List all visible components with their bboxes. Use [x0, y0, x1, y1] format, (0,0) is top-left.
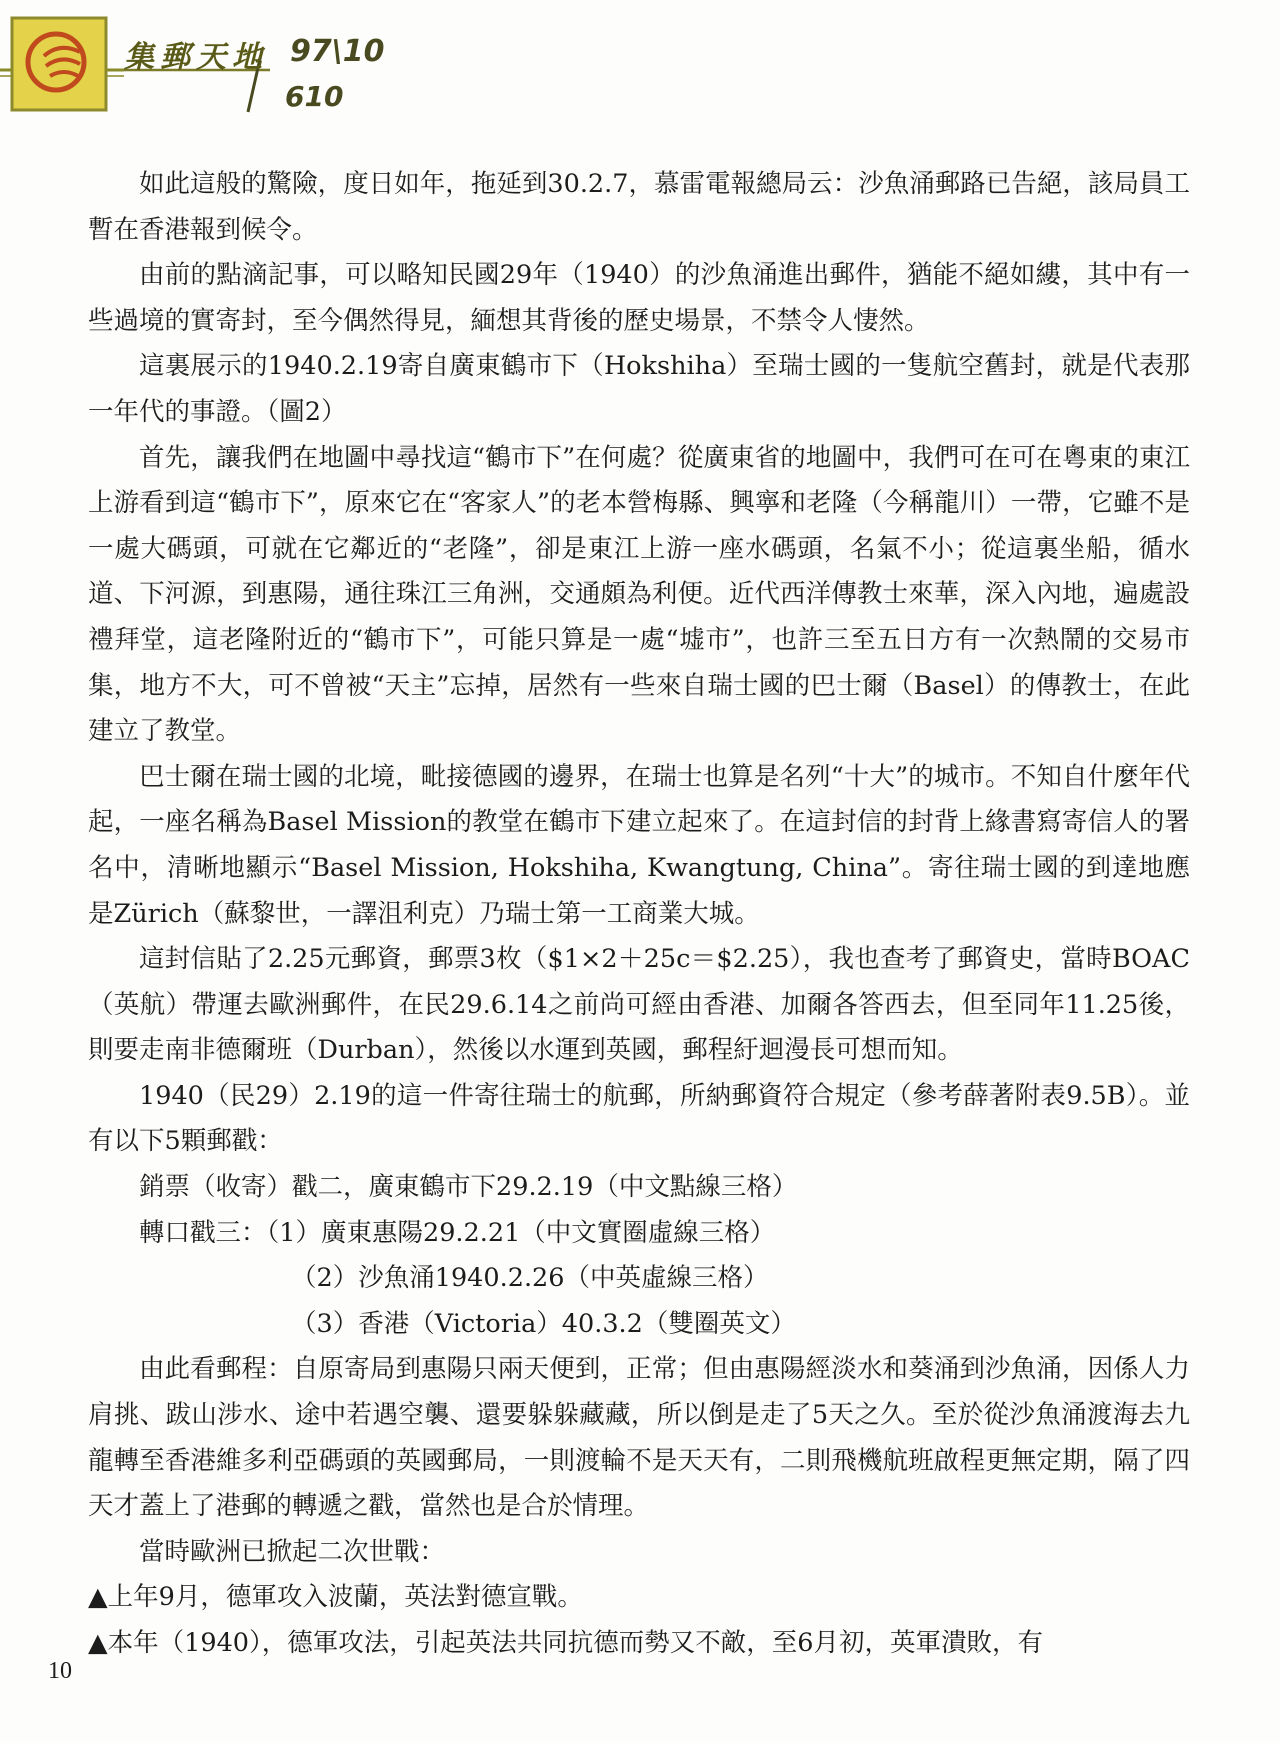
issue-number: 610 — [285, 80, 344, 113]
paragraph: 當時歐洲已掀起二次世戰： — [139, 1536, 446, 1567]
paragraph: 這封信貼了2.25元郵資，郵票3枚（$1×2＋25c＝$2.25），我也查考了郵資史，當時BOAC（英航）帶運去歐洲郵件，在民29.6.14之前尚可經由香港、加爾各答西去，但至同年11.25後，則要走南非德爾班（Durban），然後以水運到英國，郵程紆迴漫長可想而知。 — [88, 944, 1190, 1066]
triangle-bullet-icon: ▲ — [88, 1628, 108, 1658]
bullet-item — [88, 1621, 1190, 1667]
bullet-text: 上年9月，德軍攻入波蘭，英法對德宣戰。 — [107, 1582, 583, 1613]
article-body — [88, 162, 1190, 1667]
paragraph: 這裏展示的1940.2.19寄自廣東鶴市下（Hokshiha）至瑞士國的一隻航空舊封，就是代表那一年代的事證。（圖2） — [88, 351, 1190, 427]
postmark-line: 轉口戳三：（1）廣東惠陽29.2.21（中文實圈虛線三格） — [139, 1217, 776, 1248]
triangle-bullet-icon: ▲ — [88, 1582, 108, 1613]
paragraph: 首先，讓我們在地圖中尋找這“鶴市下”在何處？從廣東省的地圖中，我們可在可在粵東的東江上游看到這“鶴市下”，原來它在“客家人”的老本營梅縣、興寧和老隆（今稱龍川）一帶，它雖不是一處大碼頭，可就在它鄰近的“老隆”，卻是東江上游一座水碼頭，名氣不小；從這裏坐船，循水道、下河源，到惠陽，通往珠江三角洲，交通頗為利便。近代西洋傳教士來華，深入內地，遍處設禮拜堂，這老隆附近的“鶴市下”，可能只算是一處“墟市”，也許三至五日方有一次熱鬧的交易市集，地方不大，可不曾被“天主”忘掉，居然有一些來自瑞士國的巴士爾（Basel）的傳教士，在此建立了教堂。 — [88, 442, 1190, 747]
bullet-text: 本年（1940），德軍攻法，引起英法共同抗德而勢又不敵，至6月初，英軍潰敗，有 — [107, 1628, 1043, 1658]
postmark-line: 銷票（收寄）戳二，廣東鶴市下29.2.19（中文點線三格） — [139, 1172, 798, 1203]
issue-date: 97\10 — [290, 34, 385, 69]
paragraph: 如此這般的驚險，度日如年，拖延到30.2.7，慕雷電報總局云：沙魚涌郵路已告絕，該局員工暫在香港報到候令。 — [88, 169, 1190, 245]
bullet-item — [88, 1575, 1190, 1621]
page-header — [0, 0, 1280, 130]
paragraph: 由前的點滴記事，可以略知民國29年（1940）的沙魚涌進出郵件，猶能不絕如縷，其中有一些過境的實寄封，至今偶然得見，緬想其背後的歷史場景，不禁令人悽然。 — [88, 260, 1190, 336]
paragraph: 巴士爾在瑞士國的北境，毗接德國的邊界，在瑞士也算是名列“十大”的城市。不知自什麼年代起，一座名稱為Basel Mission的教堂在鶴市下建立起來了。在這封信的封背上緣書寫寄信人的署名中，清晰地顯示“Basel Mission, Hokshiha, Kwangtung, China”。寄往瑞士國的到達地應是Zürich（蘇黎世，一譯沮利克）乃瑞士第一工商業大城。 — [88, 761, 1190, 929]
postmark-line: （2）沙魚涌1940.2.26（中英虛線三格） — [291, 1263, 769, 1294]
paragraph: 1940（民29）2.19的這一件寄往瑞士的航郵，所納郵資符合規定（參考薛著附表9.5B）。並有以下5顆郵戳： — [88, 1080, 1190, 1157]
page-number: 10 — [48, 1658, 72, 1684]
paragraph: 由此看郵程：自原寄局到惠陽只兩天便到，正常；但由惠陽經淡水和葵涌到沙魚涌，因係人力肩挑、跋山涉水、途中若遇空襲、還要躲躲藏藏，所以倒是走了5天之久。至於從沙魚涌渡海去九龍轉至香港維多利亞碼頭的英國郵局，一則渡輪不是天天有，二則飛機航班啟程更無定期，隔了四天才蓋上了港郵的轉遞之戳，當然也是合於情理。 — [88, 1354, 1190, 1522]
postmark-line: （3）香港（Victoria）40.3.2（雙圈英文） — [291, 1308, 796, 1339]
magazine-title: 集郵天地 — [124, 40, 268, 75]
